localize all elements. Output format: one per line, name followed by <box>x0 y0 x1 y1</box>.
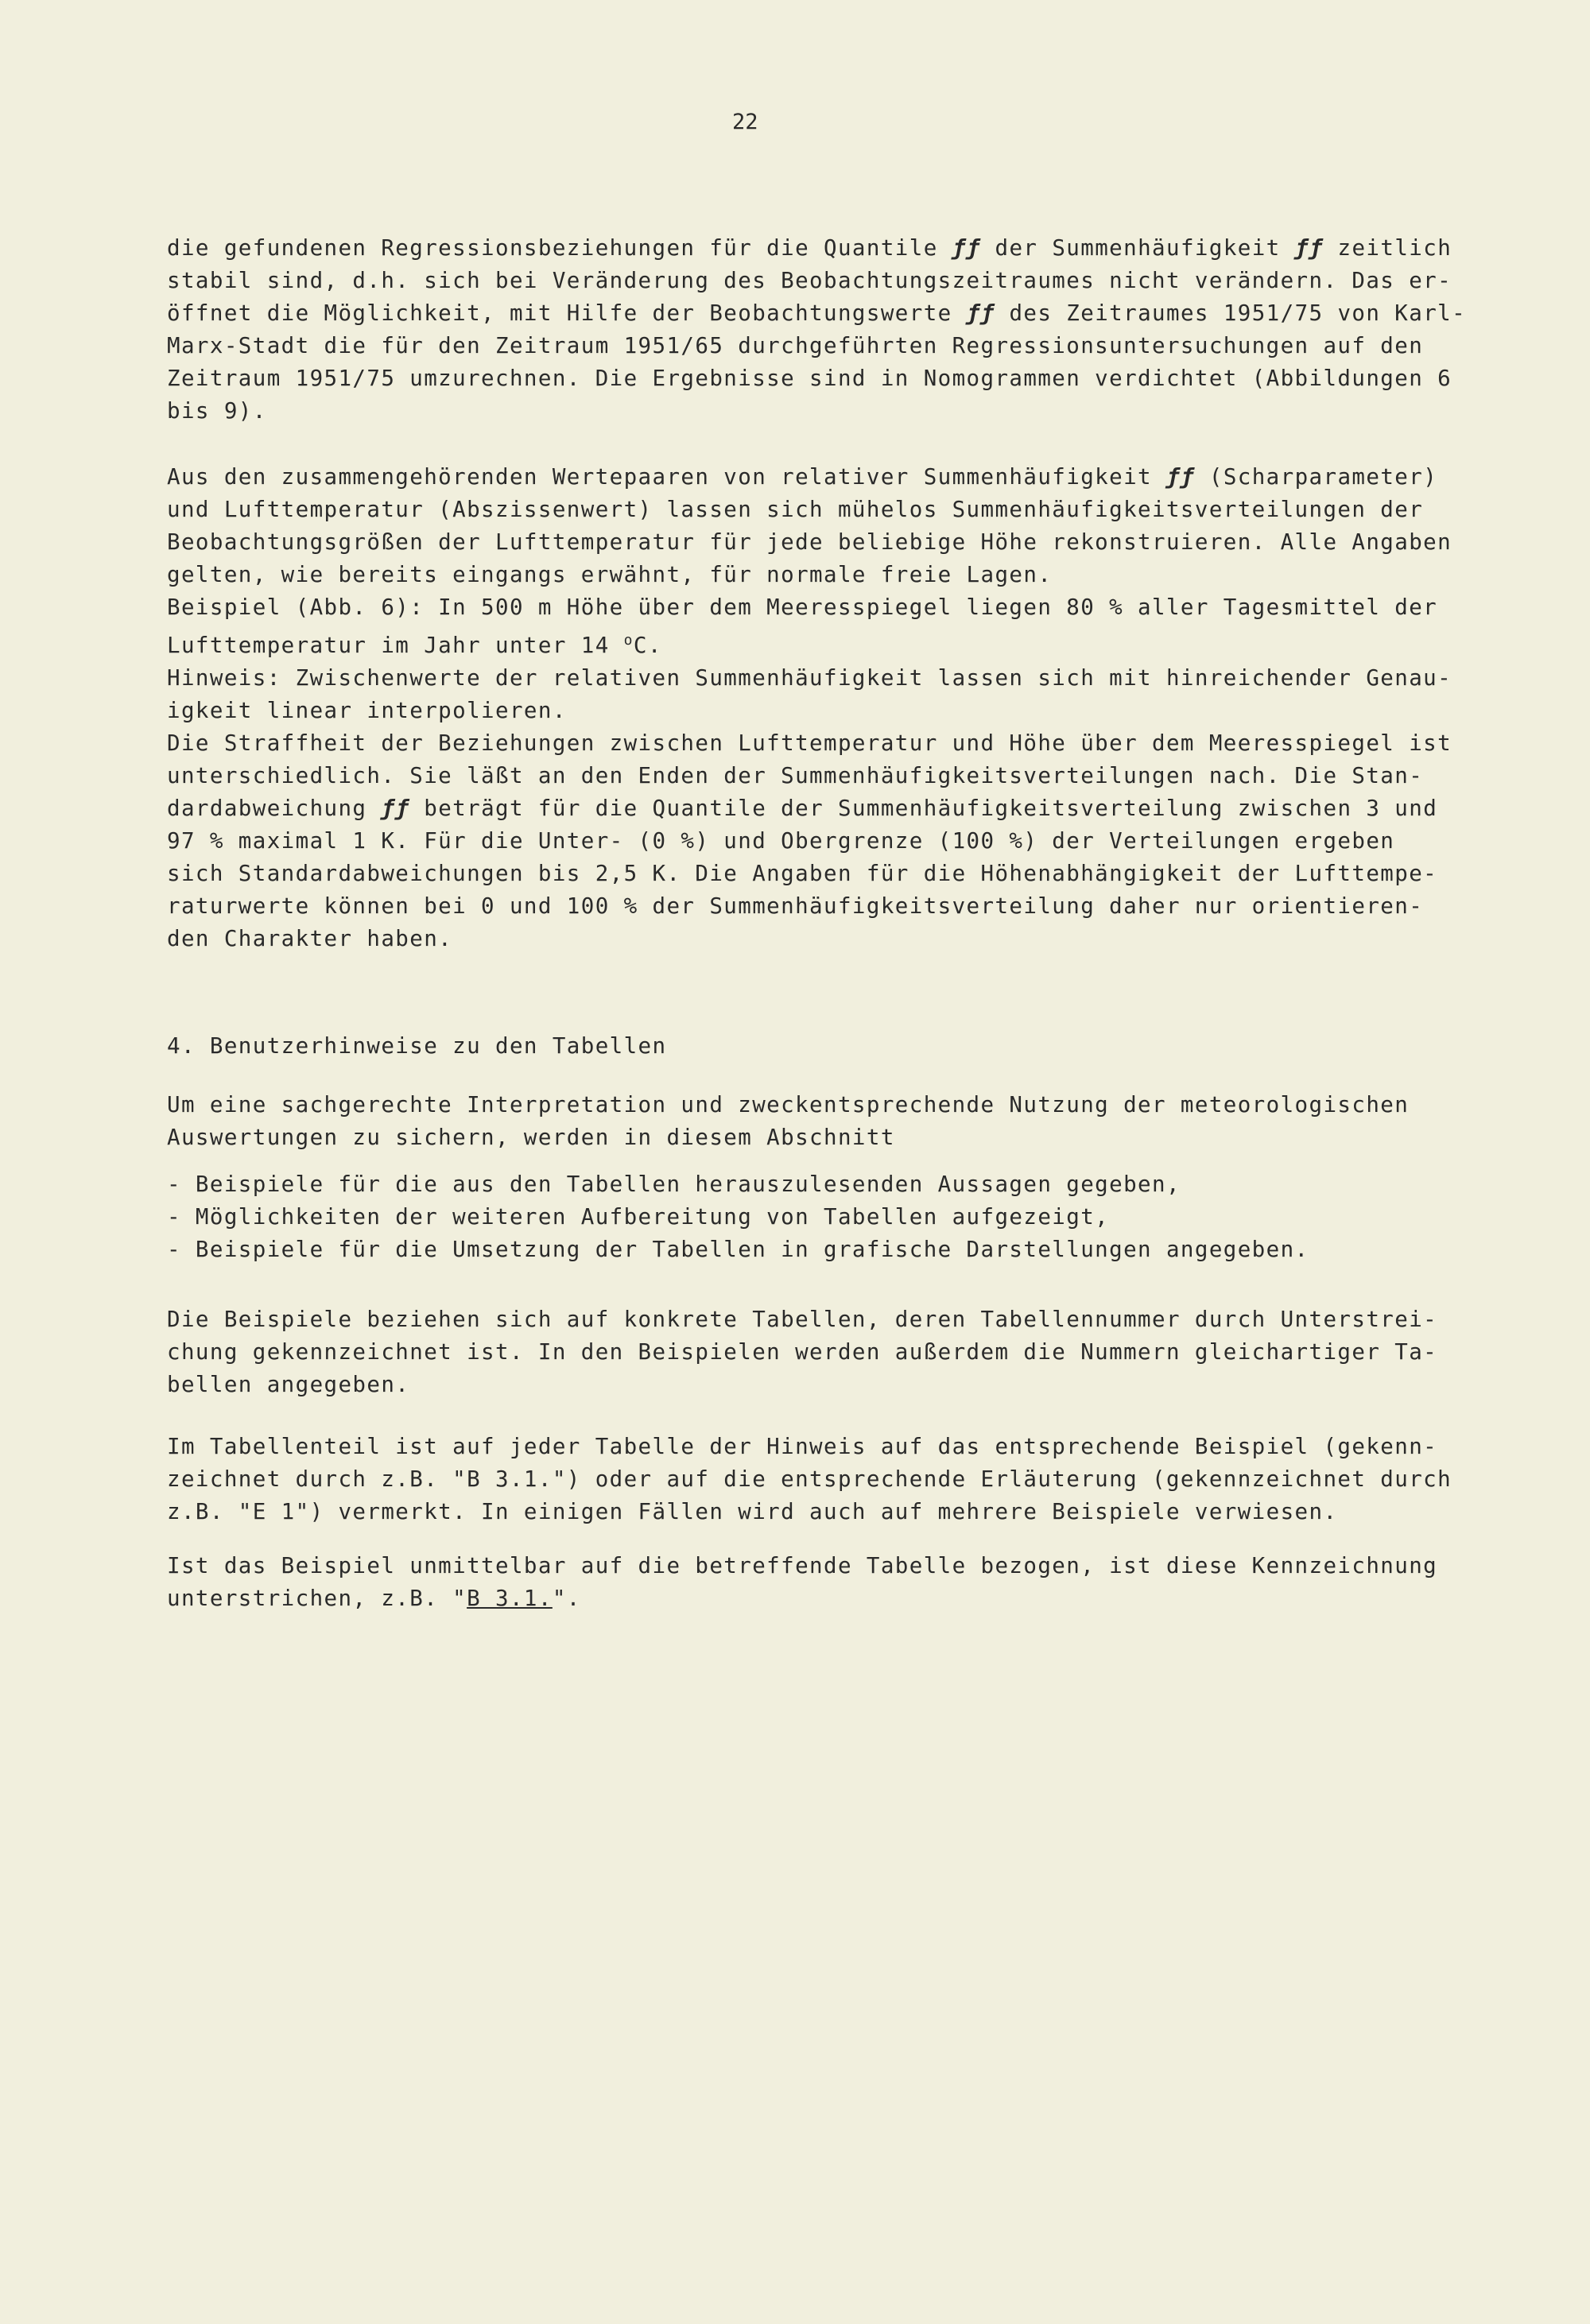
text-line: sich Standardabweichungen bis 2,5 K. Die Angaben für die Höhenabhängigkeit der Lufttempe- <box>167 861 1438 887</box>
handwritten-symbol-icon: ƒƒ <box>1294 235 1324 261</box>
text-line: Auswertungen zu sichern, werden in diesem Abschnitt <box>167 1125 895 1150</box>
text-line: Marx-Stadt die für den Zeitraum 1951/65 durchgeführten Regressionsuntersuchungen auf den <box>167 333 1424 358</box>
text-line: unterschiedlich. Sie läßt an den Enden der Summenhäufigkeitsverteilungen nach. Die Stan- <box>167 763 1424 789</box>
paragraph-underline-note <box>167 1550 1438 1615</box>
text-line: Die Straffheit der Beziehungen zwischen Lufttemperatur und Höhe über dem Meeresspiegel ist <box>167 730 1452 757</box>
text-line: und Lufttemperatur (Abszissenwert) lassen sich mühelos Summenhäufigkeitsverteilungen der <box>167 497 1424 522</box>
text-line: Lufttemperatur im Jahr unter 14 $^o$C. <box>167 632 662 659</box>
handwritten-symbol-icon: ƒƒ <box>966 300 995 326</box>
text-line: öffnet die Möglichkeit, mit Hilfe der Beobachtungswerte ƒƒ des Zeitraumes 1951/75 von Karl- <box>167 300 1467 326</box>
text-line: Im Tabellenteil ist auf jeder Tabelle der Hinweis auf das entsprechende Beispiel (gekenn- <box>167 1434 1438 1459</box>
paragraph-regression <box>167 232 1467 428</box>
underlined-reference: B 3.1. <box>467 1586 553 1611</box>
bullet-list <box>167 1168 1435 1266</box>
text-line: raturwerte können bei 0 und 100 % der Summenhäufigkeitsverteilung daher nur orientieren- <box>167 893 1424 920</box>
paragraph-intro <box>167 1089 1435 1154</box>
paragraph-value-pairs <box>167 461 1452 955</box>
text-line: Beobachtungsgrößen der Lufttemperatur für jede beliebige Höhe rekonstruieren. Alle Angaben <box>167 529 1452 555</box>
text-line: gelten, wie bereits eingangs erwähnt, für normale freie Lagen. <box>167 562 1053 587</box>
list-item: - Beispiele für die Umsetzung der Tabellen in grafische Darstellungen angegeben. <box>167 1237 1309 1262</box>
text-line: Ist das Beispiel unmittelbar auf die betreffende Tabelle bezogen, ist diese Kennzeichnung <box>167 1553 1438 1578</box>
text-line: 97 % maximal 1 K. Für die Unter- (0 %) und Obergrenze (100 %) der Verteilungen ergeben <box>167 828 1395 854</box>
text-line: igkeit linear interpolieren. <box>167 698 567 724</box>
text-line: die gefundenen Regressionsbeziehungen für die Quantile ƒƒ der Summenhäufigkeit ƒƒ zeitlich <box>167 235 1452 261</box>
text-line: Um eine sachgerechte Interpretation und zweckentsprechende Nutzung der meteorologischen <box>167 1092 1410 1117</box>
text-line: zeichnet durch z.B. "B 3.1.") oder auf die entsprechende Erläuterung (gekennzeichnet durch <box>167 1466 1452 1492</box>
handwritten-symbol-icon: ƒƒ <box>381 796 410 822</box>
text-line: Die Beispiele beziehen sich auf konkrete Tabellen, deren Tabellennummer durch Unterstrei- <box>167 1307 1438 1332</box>
text-line: bis 9). <box>167 398 267 424</box>
page-number: 22 <box>732 110 758 134</box>
text-line: dardabweichung ƒƒ beträgt für die Quantile der Summenhäufigkeitsverteilung zwischen 3 und <box>167 796 1438 822</box>
paragraph-examples <box>167 1303 1438 1401</box>
list-item: - Beispiele für die aus den Tabellen herauszulesenden Aussagen gegeben, <box>167 1172 1181 1197</box>
handwritten-symbol-icon: ƒƒ <box>952 235 981 261</box>
text-line: Aus den zusammengehörenden Wertepaaren von relativer Summenhäufigkeit ƒƒ (Scharparameter) <box>167 464 1438 490</box>
text-line: chung gekennzeichnet ist. In den Beispielen werden außerdem die Nummern gleichartiger Ta- <box>167 1339 1438 1365</box>
section-heading: 4. Benutzerhinweise zu den Tabellen <box>167 1033 667 1059</box>
handwritten-symbol-icon: ƒƒ <box>1165 464 1195 490</box>
text-line: Hinweis: Zwischenwerte der relativen Summenhäufigkeit lassen sich mit hinreichender Genau- <box>167 665 1452 691</box>
paragraph-table-notes <box>167 1431 1452 1528</box>
list-item: - Möglichkeiten der weiteren Aufbereitung von Tabellen aufgezeigt, <box>167 1204 1110 1230</box>
text-line: Zeitraum 1951/75 umzurechnen. Die Ergebnisse sind in Nomogrammen verdichtet (Abbildungen 6 <box>167 366 1452 391</box>
text-line: unterstrichen, z.B. "B 3.1.". <box>167 1586 581 1611</box>
text-line: z.B. "E 1") vermerkt. In einigen Fällen wird auch auf mehrere Beispiele verwiesen. <box>167 1499 1338 1524</box>
text-line: bellen angegeben. <box>167 1372 410 1397</box>
text-line: den Charakter haben. <box>167 926 453 952</box>
text-line: stabil sind, d.h. sich bei Veränderung des Beobachtungszeitraumes nicht verändern. Das er- <box>167 268 1452 293</box>
text-line: Beispiel (Abb. 6): In 500 m Höhe über dem Meeresspiegel liegen 80 % aller Tagesmittel der <box>167 595 1438 620</box>
